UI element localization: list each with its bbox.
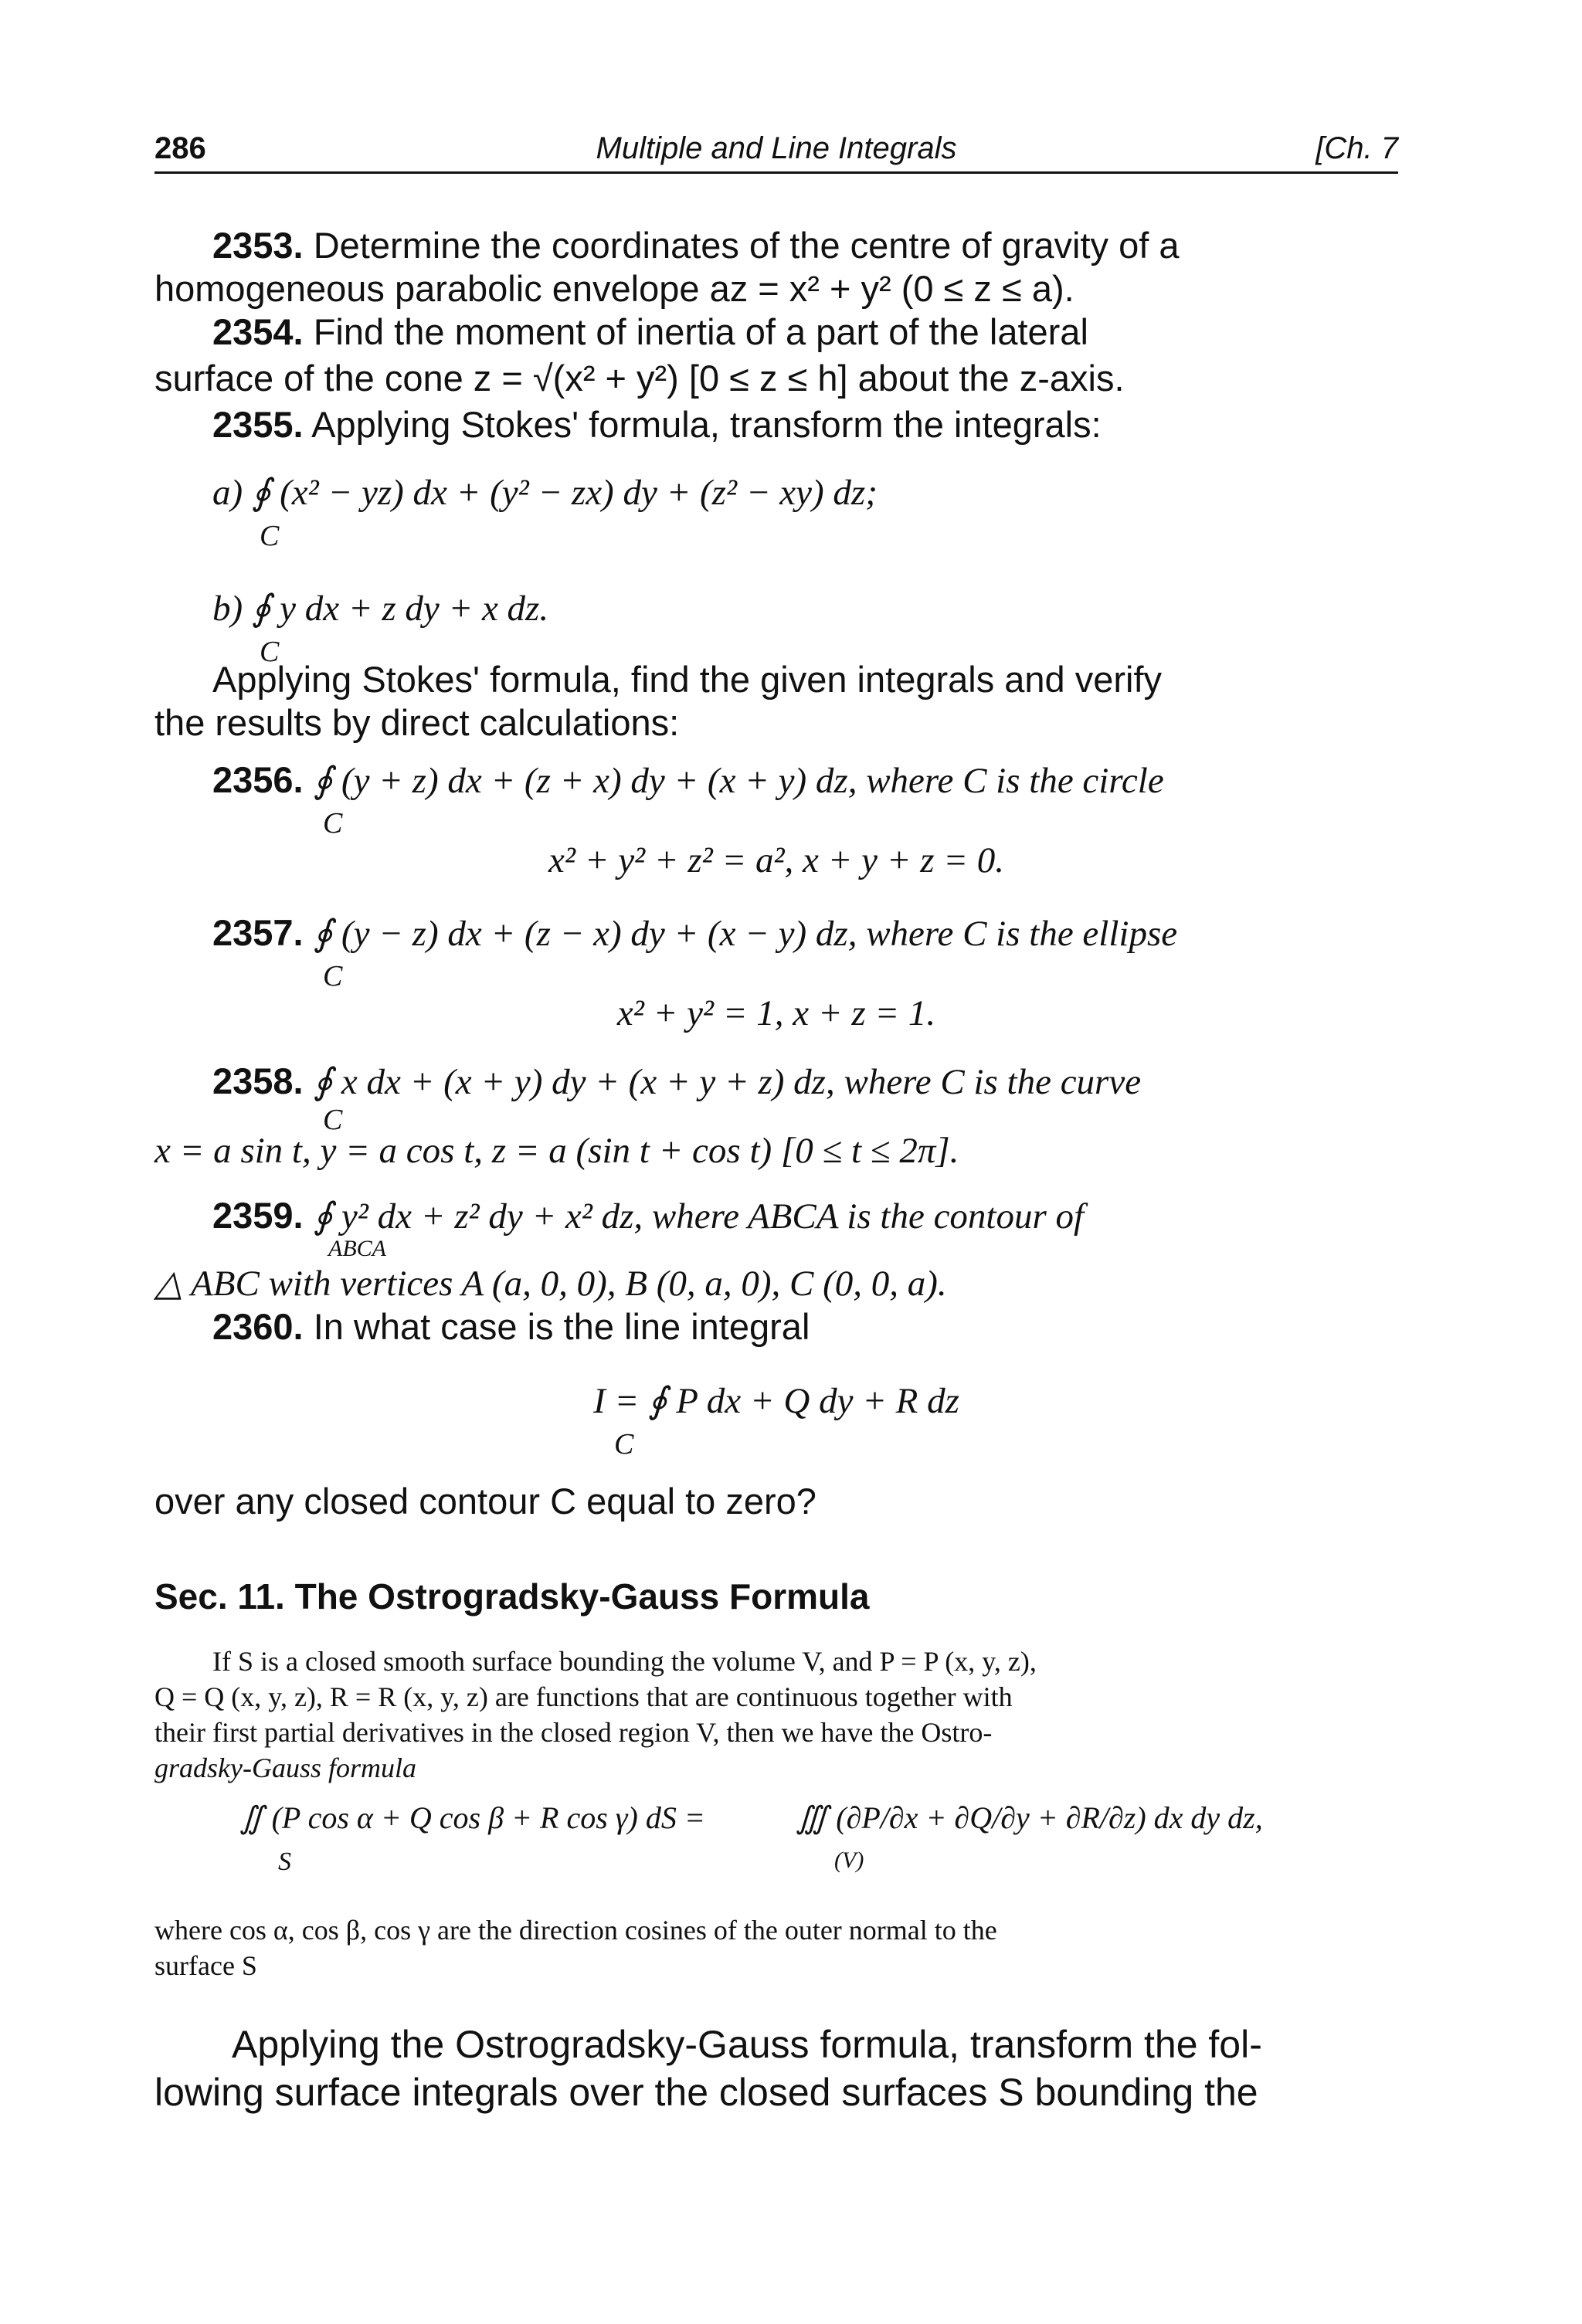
chapter-label: [Ch. 7 bbox=[1316, 131, 1398, 165]
final-paragraph-line2: lowing surface integrals over the closed surfaces S bounding the bbox=[154, 2071, 1258, 2114]
contour-subscript: ABCA bbox=[328, 1236, 386, 1261]
definition-line2: Q = Q (x, y, z), R = R (x, y, z) are functions that are continuous together with bbox=[154, 1681, 1013, 1712]
problem-text: In what case is the line integral bbox=[313, 1306, 810, 1347]
header-rule bbox=[154, 171, 1398, 174]
problem-text: Determine the coordinates of the centre of gravity of a bbox=[313, 225, 1180, 266]
problem-2353-line2: homogeneous parabolic envelope az = x² + y² (0 ≤ z ≤ a). bbox=[154, 268, 1074, 309]
contour-subscript: C bbox=[260, 520, 280, 552]
problem-2357-equation: x² + y² = 1, x + z = 1. bbox=[616, 993, 936, 1033]
formula-subscript-left: S bbox=[278, 1847, 291, 1876]
problem-integral: ∮ (y + z) dx + (z + x) dy + (x + y) dz, where C is the circle bbox=[313, 761, 1164, 801]
problem-2360-line2: over any closed contour C equal to zero? bbox=[154, 1481, 816, 1522]
integral-2355b: b) ∮ y dx + z dy + x dz. bbox=[212, 589, 549, 629]
formula-subscript-right: (V) bbox=[834, 1847, 864, 1873]
contour-subscript: C bbox=[323, 807, 343, 840]
contour-subscript: C bbox=[323, 1104, 343, 1136]
page-number: 286 bbox=[154, 131, 206, 165]
problem-number: 2357. bbox=[212, 912, 304, 953]
problem-number: 2359. bbox=[212, 1195, 304, 1236]
formula-right: ∭ (∂P/∂x + ∂Q/∂y + ∂R/∂z) dx dy dz, bbox=[796, 1800, 1263, 1835]
problem-2356-equation: x² + y² + z² = a², x + y + z = 0. bbox=[548, 840, 1004, 880]
problem-number: 2358. bbox=[212, 1060, 304, 1101]
problem-2359-line1 bbox=[212, 1194, 1398, 1238]
page-header bbox=[154, 131, 1398, 178]
problem-number: 2356. bbox=[212, 759, 304, 800]
problem-number: 2353. bbox=[212, 225, 304, 266]
intro-line1: Applying Stokes' formula, find the given integrals and verify bbox=[212, 659, 1163, 700]
problem-2358-line1 bbox=[212, 1060, 1398, 1104]
contour-subscript: C bbox=[260, 636, 280, 668]
running-title: Multiple and Line Integrals bbox=[596, 131, 957, 165]
problem-2360-line1 bbox=[212, 1305, 1398, 1349]
gauss-formula bbox=[239, 1776, 1360, 1876]
problem-2358-equation: x = a sin t, y = a cos t, z = a (sin t + cos t) [0 ≤ t ≤ 2π]. bbox=[154, 1131, 959, 1171]
problem-text: Applying Stokes' formula, transform the integrals: bbox=[311, 404, 1102, 445]
problem-2353-line1 bbox=[212, 224, 1398, 267]
problem-integral: ∮ x dx + (x + y) dy + (x + y + z) dz, where C is the curve bbox=[313, 1062, 1142, 1102]
problem-2359-line2: △ ABC with vertices A (a, 0, 0), B (0, a, 0), C (0, 0, a). bbox=[154, 1264, 947, 1304]
definition-line4: gradsky-Gauss formula bbox=[154, 1752, 416, 1783]
problem-2354-line1 bbox=[212, 310, 1398, 354]
problem-integral: ∮ (y − z) dx + (z − x) dy + (x − y) dz, where C is the ellipse bbox=[313, 914, 1178, 954]
problem-2360-equation: I = ∮ P dx + Q dy + R dz bbox=[593, 1381, 959, 1421]
problem-text: Find the moment of inertia of a part of the lateral bbox=[313, 311, 1088, 352]
contour-subscript: C bbox=[323, 960, 343, 992]
definition-line1: If S is a closed smooth surface bounding the volume V, and P = P (x, y, z), bbox=[212, 1646, 1037, 1677]
problem-integral: ∮ y² dx + z² dy + x² dz, where ABCA is the contour of bbox=[313, 1196, 1085, 1237]
problem-2357-line1 bbox=[212, 911, 1398, 955]
problem-number: 2355. bbox=[212, 404, 304, 445]
where-line1: where cos α, cos β, cos γ are the direction cosines of the outer normal to the bbox=[154, 1915, 997, 1946]
problem-2355-line1 bbox=[212, 403, 1398, 446]
integral-2355a: a) ∮ (x² − yz) dx + (y² − zx) dy + (z² − xy) dz; bbox=[212, 473, 878, 513]
section-heading: Sec. 11. The Ostrogradsky-Gauss Formula bbox=[154, 1576, 870, 1617]
final-paragraph-line1: Applying the Ostrogradsky-Gauss formula, transform the fol- bbox=[232, 2023, 1262, 2066]
problem-number: 2360. bbox=[212, 1306, 304, 1347]
intro-line2: the results by direct calculations: bbox=[154, 702, 680, 743]
where-line2: surface S bbox=[154, 1950, 257, 1981]
formula-left: ∬ (P cos α + Q cos β + R cos γ) dS = bbox=[239, 1800, 705, 1835]
problem-2356-line1 bbox=[212, 758, 1398, 802]
problem-2354-line2: surface of the cone z = √(x² + y²) [0 ≤ z ≤ h] about the z-axis. bbox=[154, 358, 1125, 399]
problem-number: 2354. bbox=[212, 311, 304, 352]
definition-line3: their first partial derivatives in the closed region V, then we have the Ostro- bbox=[154, 1717, 993, 1748]
contour-subscript: C bbox=[614, 1428, 634, 1461]
